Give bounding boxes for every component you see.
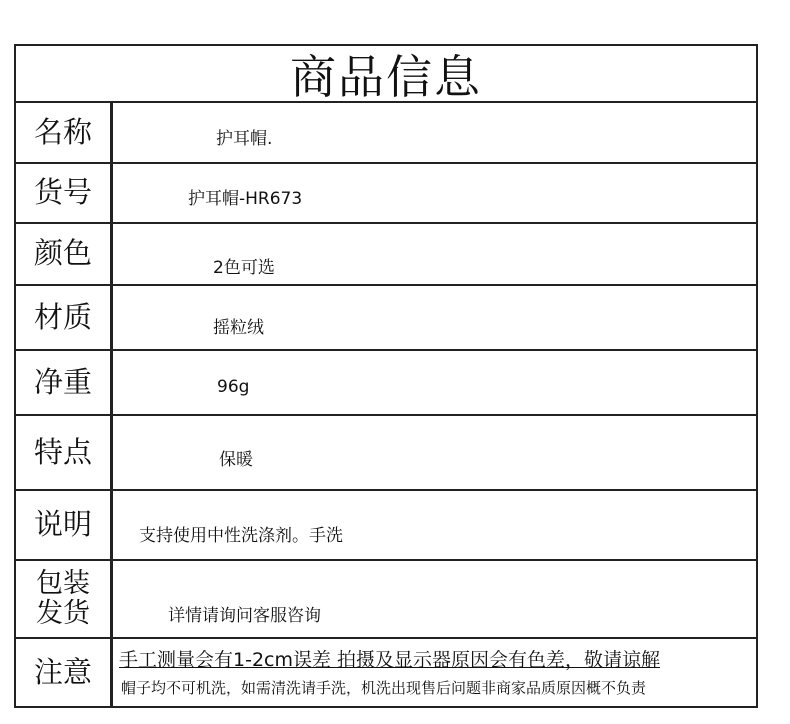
- row-value-shipping: 详情请询问客服咨询: [168, 606, 321, 626]
- row-value-feature-cell: [113, 416, 756, 489]
- notice-line-1: 手工测量会有1-2cm误差 拍摄及显示器原因会有色差，敬请谅解: [119, 649, 661, 671]
- row-value-material: 摇粒绒: [213, 318, 264, 338]
- row-feature: [16, 416, 756, 491]
- row-notice: [16, 639, 756, 706]
- row-value-feature: 保暖: [219, 450, 253, 470]
- row-value-name-cell: [113, 103, 756, 162]
- row-label-weight: 净重: [16, 351, 113, 414]
- row-value-sku: 护耳帽-HR673: [188, 189, 303, 209]
- row-label-material: 材质: [16, 286, 113, 349]
- row-weight: [16, 351, 756, 416]
- row-value-instructions: 支持使用中性洗涤剂。手洗: [139, 526, 343, 546]
- table-title: 商品信息: [290, 49, 482, 104]
- row-sku: [16, 164, 756, 224]
- row-color: [16, 224, 756, 286]
- row-value-instructions-cell: [113, 491, 756, 559]
- row-label-sku: 货号: [16, 164, 113, 222]
- row-instructions: [16, 491, 756, 561]
- row-value-sku-cell: [113, 164, 756, 222]
- row-value-material-cell: [113, 286, 756, 349]
- row-value-weight-cell: [113, 351, 756, 414]
- row-label-instructions: 说明: [16, 491, 113, 559]
- table-title-row: [16, 46, 756, 103]
- notice-line-2: 帽子均不可机洗，如需清洗请手洗，机洗出现售后问题非商家品质原因概不负责: [121, 679, 647, 697]
- row-value-color: 2色可选: [213, 258, 275, 278]
- row-material: [16, 286, 756, 351]
- row-name: [16, 103, 756, 164]
- row-label-feature: 特点: [16, 416, 113, 489]
- row-label-shipping: [16, 561, 113, 637]
- row-value-name: 护耳帽.: [216, 129, 273, 149]
- row-label-shipping-line1: 包装: [36, 568, 90, 600]
- row-label-notice: 注意: [16, 639, 113, 706]
- row-value-notice-cell: [113, 639, 756, 706]
- row-value-shipping-cell: [113, 561, 756, 637]
- product-info-table: [14, 44, 758, 708]
- row-label-shipping-line2: 发货: [36, 598, 90, 629]
- row-value-color-cell: [113, 224, 756, 284]
- row-label-color: 颜色: [16, 224, 113, 284]
- row-shipping: [16, 561, 756, 639]
- row-value-weight: 96g: [217, 377, 250, 397]
- row-label-name: 名称: [16, 103, 113, 162]
